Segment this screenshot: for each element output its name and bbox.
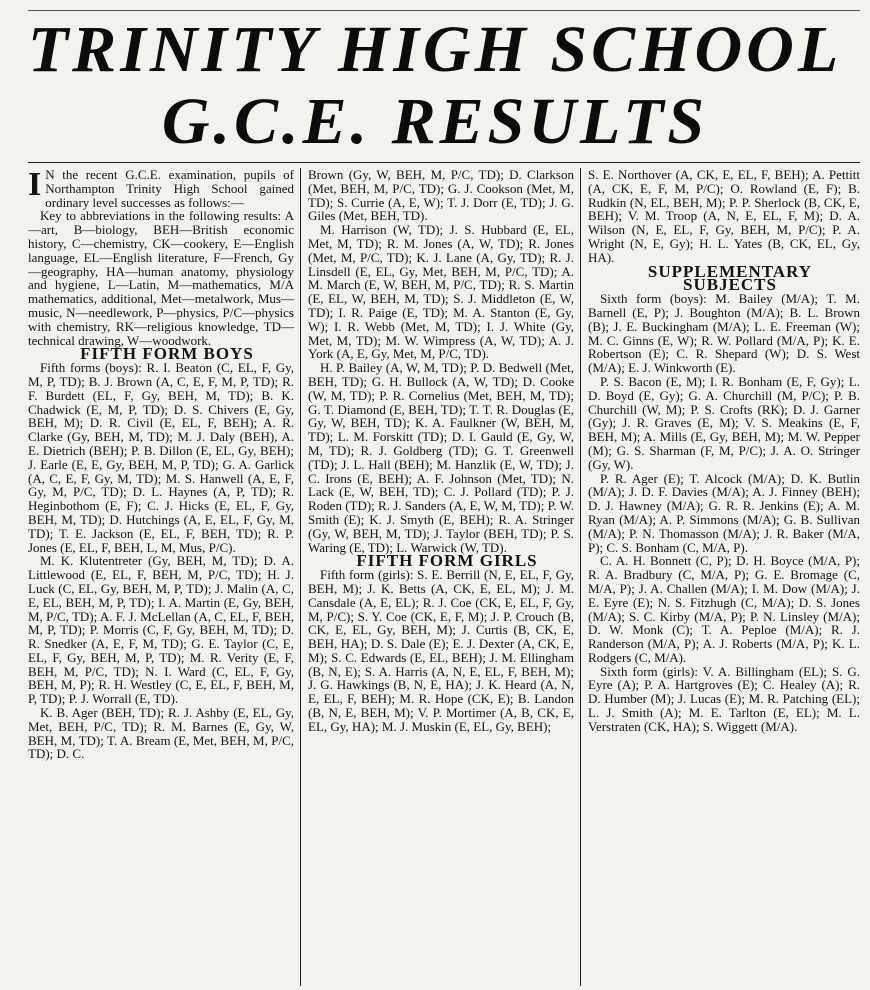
fifth-form-girls-heading: FIFTH FORM GIRLS bbox=[356, 551, 538, 571]
sixth-form-boys-text-4: C. A. H. Bonnett (C, P); D. H. Boyce (M/A, P); R. A. Bradbury (C, M/A, P); G. E. Bromage (C, M/A, P); J. A. Challen (M/A); I. M. Dow (M/A); J. E. Eyre (E); N. S. Fitzhugh (C, M/A); D. S. Jones (M/A); S. C. Kirby (M/A, P); P. N. Linsley (M/A); D. W. Monk (C); T. A. Peploe (M/A); R. J. Randerson (M/A, P); A. J. Roberts (M/A, P); K. L. Rodgers (C, M/A). bbox=[588, 553, 860, 665]
column-2 bbox=[308, 168, 574, 986]
fifth-form-girls-text: Fifth form (girls): S. E. Berrill (N, E, EL, F, Gy, BEH, M); J. K. Betts (A, CK, E, EL, M); J. M. Cansdale (A, E, EL); R. J. Coe (CK, E, EL, F, Gy, M, P/C); S. Y. Coe (CK, E, F, M); J. P. Crouch (B, CK, E, EL, Gy, BEH, M); J. Curtis (B, CK, E, BEH, HA); D. S. Dale (E); E. J. Dexter (A, CK, E, M); S. C. Edwards (E, EL, BEH); J. M. Ellingham (B, N, E); S. A. Harris (A, N, E, EL, F, BEH, M); J. G. Hawkings (B, N, E, HA); J. K. Heard (A, N, E, EL, F, BEH); M. R. Hope (CK, E); B. Landon (B, N, E, BEH, M); V. P. Mortimer (A, B, CK, E, EL, Gy, HA); M. J. Muskin (E, EL, Gy, BEH); bbox=[308, 567, 574, 734]
fifth-form-boys-text-2: M. K. Klutentreter (Gy, BEH, M, TD); D. A. Littlewood (E, EL, F, BEH, M, P/C, TD); H. J. Luck (C, EL, Gy, BEH, M, P, TD); J. Malin (A, C, E, EL, BEH, M, P, TD); I. A. Martin (E, Gy, BEH, M, P/C, TD); A. F. J. McLellan (A, C, EL, F, BEH, M, P, TD); P. Morris (C, F, Gy, BEH, M, TD); D. R. Snedker (A, E, F, M, TD); G. E. Taylor (C, E, EL, F, Gy, BEH, M, P, TD); M. R. Verity (E, F, BEH, M, P/C, TD); N. I. Ward (C, EL, F, Gy, BEH, M, P); R. H. Westley (C, E, EL, F, BEH, M, P, TD); P. J. Worrall (E, TD). bbox=[28, 553, 294, 707]
sixth-form-boys-text-1: Sixth form (boys): M. Bailey (M/A); T. M. Barnell (E, P); J. Boughton (M/A); B. L. Brown (B); J. E. Buckingham (M/A); L. E. Freeman (W); M. C. Ginns (E, W); R. W. Pollard (M/A, P); K. E. Robertson (E); C. R. Shepard (W); D. S. West (M/A); E. J. Winkworth (E). bbox=[588, 291, 860, 376]
intro-paragraph bbox=[28, 168, 294, 209]
column-divider-1 bbox=[300, 168, 301, 986]
intro-text: N the recent G.C.E. examination, pupils of Northampton Trinity High School gained ordinary level successes as follows:— bbox=[45, 168, 294, 210]
fifth-form-boys-text-3: K. B. Ager (BEH, TD); R. J. Ashby (E, EL, Gy, Met, BEH, P/C, TD); R. M. Barnes (E, Gy, W, BEH, M, TD); T. A. Bream (E, Met, BEH, M, P/C, TD); D. C. bbox=[28, 705, 294, 762]
headline-line-1: TRINITY HIGH SCHOOL bbox=[27, 13, 843, 86]
fifth-form-girls-text-continued: S. E. Northover (A, CK, E, EL, F, BEH); A. Pettitt (A, CK, E, F, M, P/C); O. Rowland (E, F); B. Rudkin (N, EL, BEH, M); P. P. Sherlock (B, CK, E, BEH); V. M. Troop (A, N, E, EL, F, M); D. A. Wilson (N, E, EL, F, Gy, BEH, M, P/C); P. A. Wright (N, E, Gy); H. L. Yates (B, CK, EL, Gy, HA). bbox=[588, 168, 860, 265]
sixth-form-girls-text: Sixth form (girls): V. A. Billingham (EL); S. G. Eyre (A); P. A. Hartgroves (E); C. Healey (A); R. D. Humber (M); J. Lucas (E); M. R. Patching (EL); L. J. Smith (A); M. E. Tarlton (E, EL); M. L. Verstraten (CK, HA); S. Wiggett (M/A). bbox=[588, 663, 860, 734]
column-1 bbox=[28, 168, 294, 986]
headline-line-2: G.C.E. RESULTS bbox=[161, 85, 709, 158]
fifth-form-boys-text-4: Brown (Gy, W, BEH, M, P/C, TD); D. Clarkson (Met, BEH, M, P/C, TD); G. J. Cookson (Met, M, TD); S. Currie (A, E, W); T. J. Dorr (E, TD); J. G. Giles (Met, BEH, TD). bbox=[308, 168, 574, 224]
fifth-form-boys-text-1: Fifth forms (boys): R. I. Beaton (C, EL, F, Gy, M, P, TD); B. J. Brown (A, C, E, F, M, P, TD); R. F. Burdett (EL, F, Gy, BEH, M, TD); B. K. Chadwick (E, M, P, TD); D. S. Chivers (E, Gy, BEH, M); D. R. Civil (E, EL, F, BEH); A. R. Clarke (Gy, BEH, M, TD); M. J. Daly (BEH), A. E. Dietrich (BEH); P. B. Dillon (E, EL, Gy, BEH); J. Earle (E, E, Gy, BEH, M, P, TD); G. A. Garlick (A, C, E, F, Gy, M, TD); M. S. Hanwell (A, E, F, Gy, M, P/C, TD); D. L. Haynes (A, P, TD); R. Heginbothom (E, F); C. J. Hicks (E, EL, F, Gy, BEH, M, TD); D. Hutchings (A, E, EL, F, Gy, M, TD); T. E. Jackson (E, EL, F, BEH, TD); R. P. Jones (E, EL, F, BEH, L, M, Mus, P/C). bbox=[28, 360, 294, 555]
fifth-form-boys-heading: FIFTH FORM BOYS bbox=[80, 344, 254, 364]
fifth-form-boys-text-6: H. P. Bailey (A, W, M, TD); P. D. Bedwell (Met, BEH, TD); G. H. Bullock (A, W, TD); D. Cooke (W, M, TD); P. R. Cornelius (Met, BEH, M, TD); G. T. Diamond (E, BEH, TD); T. T. R. Douglas (E, Gy, W, BEH, TD); K. A. Faulkner (W, BEH, M, TD); L. M. Forskitt (TD); D. I. Gauld (E, Gy, W, M, TD); R. J. Goldberg (TD); G. T. Greenwell (TD); J. L. Hall (BEH); M. Hanzlik (E, W, TD); J. C. Irons (E, BEH); A. F. Johnson (Met, TD); N. Lack (E, W, BEH, TD); C. J. Pollard (TD); P. J. Roden (TD); R. J. Sanders (A, E, W, M, TD); P. W. Smith (E); K. J. Smyth (E, BEH); R. A. Stringer (Gy, W, BEH, M, TD); J. Taylor (BEH, TD); P. S. Waring (E, TD); L. Warwick (W, TD). bbox=[308, 360, 574, 555]
sixth-form-boys-text-3: P. R. Ager (E); T. Alcock (M/A); D. K. Butlin (M/A); J. D. F. Davies (M/A); A. J. Finney (BEH); D. J. Hawney (M/A); G. R. R. Jenkins (E); A. M. Ryan (M/A); A. P. Simmons (M/A); G. B. Sullivan (M/A); P. N. Thomasson (M/A); J. R. Baker (M/A, P); C. S. Bonham (C, M/A, P). bbox=[588, 470, 860, 555]
top-rule bbox=[28, 10, 860, 11]
fifth-form-boys-text-5: M. Harrison (W, TD); J. S. Hubbard (E, EL, Met, M, TD); R. M. Jones (A, W, TD); R. Jones (Met, M, P/C, TD); K. J. Lane (A, Gy, TD); R. J. Linsdell (E, EL, Gy, Met, BEH, M, P/C, TD); A. M. March (E, W, BEH, M, P/C, TD); R. S. Martin (E, EL, W, BEH, M, TD); S. J. Middleton (E, W, TD); I. R. Paige (E, TD); M. A. Stanton (E, Gy, W); I. R. Webb (Met, M, TD); I. J. White (Gy, Met, M, TD); M. W. Wimpress (A, W, TD); A. J. York (A, E, Gy, Met, M, P/C, TD). bbox=[308, 222, 574, 362]
sixth-form-boys-text-2: P. S. Bacon (E, M); I. R. Bonham (E, F, Gy); L. D. Boyd (E, Gy); G. A. Churchill (M, P/C); P. B. Churchill (W, M); P. S. Crofts (RK); D. J. Garner (Gy); J. R. Graves (E, M); V. S. Meakins (E, F, BEH, M); A. Mills (E, Gy, BEH, M); M. W. Pepper (M); G. S. Sharman (F, M, P/C); J. A. O. Stringer (Gy, W). bbox=[588, 373, 860, 472]
supplementary-heading: SUPPLEMENTARY bbox=[647, 261, 813, 281]
drop-cap: I bbox=[28, 168, 42, 203]
column-divider-2 bbox=[580, 168, 581, 986]
subjects-heading: SUBJECTS bbox=[683, 275, 777, 295]
headline-rule bbox=[28, 162, 860, 163]
abbreviation-key: Key to abbreviations in the following results: A—art, B—biology, BEH—British economic history, C—chemistry, CK—cookery, E—English language, EL—English literature, F—French, Gy—geography, HA—human anatomy, physiology and hygiene, L—Latin, M—mathematics, M/A mathematics, additional, Met—metalwork, Mus—music, N—needlework, P—physics, P/C—physics with chemistry, RK—religious knowledge, TD—technical drawing, W—woodwork. bbox=[28, 208, 294, 348]
column-3 bbox=[588, 168, 860, 986]
